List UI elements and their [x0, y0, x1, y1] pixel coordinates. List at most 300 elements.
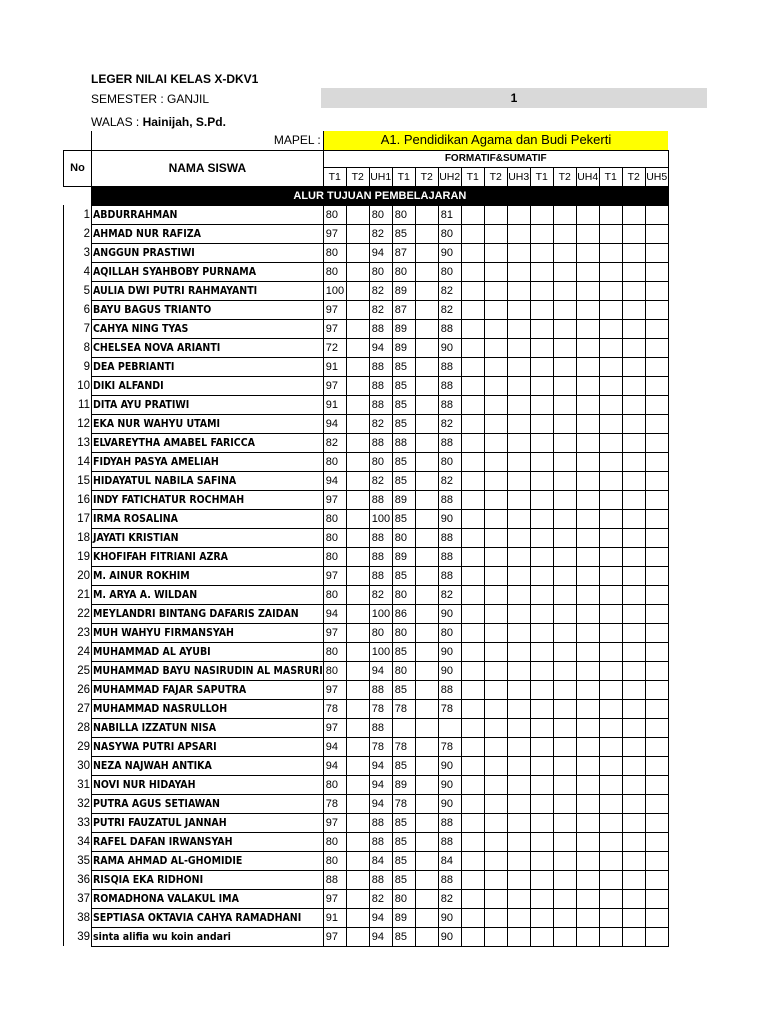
- student-name[interactable]: IRMA ROSALINA: [92, 509, 324, 528]
- score-cell[interactable]: 94: [369, 756, 392, 775]
- score-cell[interactable]: [346, 585, 369, 604]
- score-cell[interactable]: [484, 889, 507, 908]
- score-cell[interactable]: [346, 547, 369, 566]
- score-cell[interactable]: [415, 205, 438, 224]
- score-cell[interactable]: 97: [323, 490, 346, 509]
- score-cell[interactable]: [622, 927, 645, 946]
- score-cell[interactable]: 88: [369, 490, 392, 509]
- score-cell[interactable]: [622, 509, 645, 528]
- score-cell[interactable]: 80: [369, 623, 392, 642]
- score-cell[interactable]: [553, 604, 576, 623]
- score-cell[interactable]: [576, 851, 599, 870]
- score-cell[interactable]: 78: [438, 699, 461, 718]
- score-cell[interactable]: [530, 756, 553, 775]
- score-cell[interactable]: [507, 224, 530, 243]
- score-cell[interactable]: [553, 490, 576, 509]
- student-name[interactable]: ELVAREYTHA AMABEL FARICCA: [92, 433, 324, 452]
- score-cell[interactable]: [645, 851, 668, 870]
- score-cell[interactable]: [461, 509, 484, 528]
- score-cell[interactable]: 97: [323, 300, 346, 319]
- score-cell[interactable]: [415, 528, 438, 547]
- score-cell[interactable]: [530, 927, 553, 946]
- score-cell[interactable]: 89: [392, 490, 415, 509]
- score-cell[interactable]: 82: [438, 889, 461, 908]
- score-cell[interactable]: 97: [323, 623, 346, 642]
- score-cell[interactable]: [415, 813, 438, 832]
- score-cell[interactable]: [622, 528, 645, 547]
- score-cell[interactable]: 97: [323, 224, 346, 243]
- score-cell[interactable]: [461, 281, 484, 300]
- score-cell[interactable]: [415, 414, 438, 433]
- score-cell[interactable]: 89: [392, 338, 415, 357]
- score-cell[interactable]: [507, 205, 530, 224]
- score-cell[interactable]: [461, 433, 484, 452]
- score-cell[interactable]: 78: [369, 699, 392, 718]
- score-cell[interactable]: [576, 775, 599, 794]
- score-cell[interactable]: [415, 224, 438, 243]
- score-cell[interactable]: [507, 680, 530, 699]
- score-cell[interactable]: [461, 889, 484, 908]
- score-cell[interactable]: [484, 680, 507, 699]
- score-cell[interactable]: [599, 357, 622, 376]
- score-cell[interactable]: [507, 889, 530, 908]
- score-cell[interactable]: [599, 452, 622, 471]
- score-cell[interactable]: 88: [438, 433, 461, 452]
- score-cell[interactable]: 88: [438, 566, 461, 585]
- student-name[interactable]: AULIA DWI PUTRI RAHMAYANTI: [92, 281, 324, 300]
- score-cell[interactable]: [553, 680, 576, 699]
- score-cell[interactable]: [622, 642, 645, 661]
- score-cell[interactable]: [576, 395, 599, 414]
- score-cell[interactable]: [415, 395, 438, 414]
- score-cell[interactable]: [484, 623, 507, 642]
- score-cell[interactable]: [507, 623, 530, 642]
- score-cell[interactable]: [622, 433, 645, 452]
- score-cell[interactable]: 90: [438, 908, 461, 927]
- score-cell[interactable]: [415, 357, 438, 376]
- score-cell[interactable]: [484, 471, 507, 490]
- score-cell[interactable]: [346, 794, 369, 813]
- score-cell[interactable]: [484, 585, 507, 604]
- score-cell[interactable]: [415, 737, 438, 756]
- score-cell[interactable]: [645, 756, 668, 775]
- score-cell[interactable]: [645, 490, 668, 509]
- score-cell[interactable]: [645, 357, 668, 376]
- score-cell[interactable]: [599, 699, 622, 718]
- score-cell[interactable]: [622, 870, 645, 889]
- score-cell[interactable]: 88: [438, 490, 461, 509]
- score-cell[interactable]: [530, 509, 553, 528]
- score-cell[interactable]: [507, 319, 530, 338]
- score-cell[interactable]: [576, 661, 599, 680]
- score-cell[interactable]: 91: [323, 908, 346, 927]
- score-cell[interactable]: [484, 794, 507, 813]
- student-name[interactable]: AHMAD NUR RAFIZA: [92, 224, 324, 243]
- score-cell[interactable]: [346, 908, 369, 927]
- score-cell[interactable]: [599, 832, 622, 851]
- score-cell[interactable]: [507, 794, 530, 813]
- score-cell[interactable]: [645, 395, 668, 414]
- score-cell[interactable]: [346, 338, 369, 357]
- score-cell[interactable]: 80: [438, 262, 461, 281]
- score-cell[interactable]: [415, 262, 438, 281]
- score-cell[interactable]: [622, 338, 645, 357]
- score-cell[interactable]: [484, 433, 507, 452]
- score-cell[interactable]: 80: [323, 243, 346, 262]
- score-cell[interactable]: [530, 414, 553, 433]
- score-cell[interactable]: [576, 547, 599, 566]
- score-cell[interactable]: 80: [323, 775, 346, 794]
- score-cell[interactable]: 80: [323, 528, 346, 547]
- score-cell[interactable]: [507, 262, 530, 281]
- score-cell[interactable]: [530, 718, 553, 737]
- score-cell[interactable]: [484, 699, 507, 718]
- score-cell[interactable]: [530, 889, 553, 908]
- score-cell[interactable]: 88: [438, 680, 461, 699]
- score-cell[interactable]: [622, 566, 645, 585]
- score-cell[interactable]: [530, 908, 553, 927]
- score-cell[interactable]: [507, 433, 530, 452]
- score-cell[interactable]: 90: [438, 794, 461, 813]
- score-cell[interactable]: [599, 490, 622, 509]
- score-cell[interactable]: [576, 490, 599, 509]
- score-cell[interactable]: [346, 870, 369, 889]
- score-cell[interactable]: [415, 718, 438, 737]
- score-cell[interactable]: [645, 338, 668, 357]
- score-cell[interactable]: 94: [323, 737, 346, 756]
- score-cell[interactable]: [346, 813, 369, 832]
- score-cell[interactable]: [415, 832, 438, 851]
- score-cell[interactable]: 82: [369, 414, 392, 433]
- score-cell[interactable]: [346, 490, 369, 509]
- score-cell[interactable]: [507, 338, 530, 357]
- score-cell[interactable]: [553, 794, 576, 813]
- score-cell[interactable]: 80: [323, 585, 346, 604]
- score-cell[interactable]: [622, 661, 645, 680]
- score-cell[interactable]: [622, 832, 645, 851]
- score-cell[interactable]: [622, 889, 645, 908]
- score-cell[interactable]: 86: [392, 604, 415, 623]
- score-cell[interactable]: 88: [392, 433, 415, 452]
- score-cell[interactable]: [530, 357, 553, 376]
- score-cell[interactable]: 82: [438, 300, 461, 319]
- score-cell[interactable]: [576, 813, 599, 832]
- score-cell[interactable]: 94: [369, 243, 392, 262]
- score-cell[interactable]: 78: [323, 699, 346, 718]
- score-cell[interactable]: [530, 604, 553, 623]
- score-cell[interactable]: [346, 414, 369, 433]
- score-cell[interactable]: [415, 243, 438, 262]
- score-cell[interactable]: [553, 395, 576, 414]
- score-cell[interactable]: 90: [438, 509, 461, 528]
- score-cell[interactable]: 85: [392, 471, 415, 490]
- score-cell[interactable]: [346, 509, 369, 528]
- score-cell[interactable]: [530, 205, 553, 224]
- score-cell[interactable]: 85: [392, 224, 415, 243]
- score-cell[interactable]: [553, 243, 576, 262]
- score-cell[interactable]: 82: [369, 300, 392, 319]
- score-cell[interactable]: [599, 243, 622, 262]
- score-cell[interactable]: [415, 471, 438, 490]
- score-cell[interactable]: 85: [392, 756, 415, 775]
- score-cell[interactable]: [622, 680, 645, 699]
- score-cell[interactable]: 80: [438, 623, 461, 642]
- score-cell[interactable]: [530, 699, 553, 718]
- student-name[interactable]: RISQIA EKA RIDHONI: [92, 870, 324, 889]
- score-cell[interactable]: [507, 870, 530, 889]
- score-cell[interactable]: [507, 832, 530, 851]
- score-cell[interactable]: [507, 851, 530, 870]
- score-cell[interactable]: [484, 319, 507, 338]
- score-cell[interactable]: [461, 547, 484, 566]
- score-cell[interactable]: 80: [323, 452, 346, 471]
- score-cell[interactable]: [415, 756, 438, 775]
- score-cell[interactable]: [530, 832, 553, 851]
- score-cell[interactable]: 80: [323, 832, 346, 851]
- score-cell[interactable]: 89: [392, 908, 415, 927]
- score-cell[interactable]: [622, 357, 645, 376]
- score-cell[interactable]: [461, 243, 484, 262]
- score-cell[interactable]: [346, 661, 369, 680]
- score-cell[interactable]: [553, 851, 576, 870]
- student-name[interactable]: CHELSEA NOVA ARIANTI: [92, 338, 324, 357]
- score-cell[interactable]: [645, 452, 668, 471]
- student-name[interactable]: MUHAMMAD AL AYUBI: [92, 642, 324, 661]
- score-cell[interactable]: [507, 642, 530, 661]
- score-cell[interactable]: [599, 395, 622, 414]
- score-cell[interactable]: [415, 547, 438, 566]
- score-cell[interactable]: 85: [392, 813, 415, 832]
- score-cell[interactable]: [346, 452, 369, 471]
- student-name[interactable]: MUH WAHYU FIRMANSYAH: [92, 623, 324, 642]
- score-cell[interactable]: [553, 908, 576, 927]
- score-cell[interactable]: [438, 718, 461, 737]
- score-cell[interactable]: [461, 775, 484, 794]
- score-cell[interactable]: 88: [369, 870, 392, 889]
- score-cell[interactable]: [576, 205, 599, 224]
- score-cell[interactable]: [622, 547, 645, 566]
- score-cell[interactable]: 88: [438, 319, 461, 338]
- score-cell[interactable]: [645, 889, 668, 908]
- score-cell[interactable]: [576, 319, 599, 338]
- score-cell[interactable]: 97: [323, 680, 346, 699]
- score-cell[interactable]: [622, 604, 645, 623]
- score-cell[interactable]: [530, 775, 553, 794]
- score-cell[interactable]: 87: [392, 300, 415, 319]
- score-cell[interactable]: [530, 319, 553, 338]
- score-cell[interactable]: [484, 224, 507, 243]
- score-cell[interactable]: [346, 604, 369, 623]
- student-name[interactable]: SEPTIASA OKTAVIA CAHYA RAMADHANI: [92, 908, 324, 927]
- score-cell[interactable]: [645, 908, 668, 927]
- score-cell[interactable]: [346, 889, 369, 908]
- score-cell[interactable]: 94: [323, 471, 346, 490]
- student-name[interactable]: NABILLA IZZATUN NISA: [92, 718, 324, 737]
- score-cell[interactable]: [530, 851, 553, 870]
- score-cell[interactable]: [346, 376, 369, 395]
- score-cell[interactable]: [415, 376, 438, 395]
- score-cell[interactable]: [645, 927, 668, 946]
- student-name[interactable]: EKA NUR WAHYU UTAMI: [92, 414, 324, 433]
- student-name[interactable]: PUTRA AGUS SETIAWAN: [92, 794, 324, 813]
- student-name[interactable]: MUHAMMAD BAYU NASIRUDIN AL MASRURI: [92, 661, 324, 680]
- score-cell[interactable]: 80: [323, 509, 346, 528]
- score-cell[interactable]: [576, 718, 599, 737]
- score-cell[interactable]: 91: [323, 395, 346, 414]
- score-cell[interactable]: [507, 300, 530, 319]
- score-cell[interactable]: [484, 414, 507, 433]
- score-cell[interactable]: [553, 528, 576, 547]
- score-cell[interactable]: [507, 490, 530, 509]
- score-cell[interactable]: 97: [323, 566, 346, 585]
- score-cell[interactable]: 80: [392, 889, 415, 908]
- score-cell[interactable]: [461, 813, 484, 832]
- score-cell[interactable]: [415, 585, 438, 604]
- score-cell[interactable]: 97: [323, 718, 346, 737]
- student-name[interactable]: AQILLAH SYAHBOBY PURNAMA: [92, 262, 324, 281]
- score-cell[interactable]: [645, 870, 668, 889]
- score-cell[interactable]: [346, 319, 369, 338]
- score-cell[interactable]: 97: [323, 813, 346, 832]
- score-cell[interactable]: 78: [392, 794, 415, 813]
- score-cell[interactable]: [622, 281, 645, 300]
- student-name[interactable]: MUHAMMAD NASRULLOH: [92, 699, 324, 718]
- score-cell[interactable]: [622, 300, 645, 319]
- score-cell[interactable]: 85: [392, 927, 415, 946]
- score-cell[interactable]: [576, 471, 599, 490]
- score-cell[interactable]: [507, 604, 530, 623]
- score-cell[interactable]: [622, 243, 645, 262]
- score-cell[interactable]: 90: [438, 661, 461, 680]
- score-cell[interactable]: [484, 205, 507, 224]
- student-name[interactable]: RAMA AHMAD AL-GHOMIDIE: [92, 851, 324, 870]
- score-cell[interactable]: [576, 338, 599, 357]
- score-cell[interactable]: [622, 376, 645, 395]
- score-cell[interactable]: 82: [438, 585, 461, 604]
- score-cell[interactable]: 80: [392, 262, 415, 281]
- score-cell[interactable]: 90: [438, 243, 461, 262]
- score-cell[interactable]: [553, 718, 576, 737]
- student-name[interactable]: DITA AYU PRATIWI: [92, 395, 324, 414]
- score-cell[interactable]: [645, 737, 668, 756]
- score-cell[interactable]: 80: [323, 547, 346, 566]
- score-cell[interactable]: 88: [369, 433, 392, 452]
- score-cell[interactable]: [461, 927, 484, 946]
- score-cell[interactable]: [507, 395, 530, 414]
- score-cell[interactable]: [461, 566, 484, 585]
- score-cell[interactable]: [530, 794, 553, 813]
- score-cell[interactable]: [507, 585, 530, 604]
- score-cell[interactable]: [576, 604, 599, 623]
- score-cell[interactable]: [461, 699, 484, 718]
- score-cell[interactable]: 90: [438, 642, 461, 661]
- score-cell[interactable]: [576, 585, 599, 604]
- score-cell[interactable]: [599, 870, 622, 889]
- score-cell[interactable]: [622, 794, 645, 813]
- score-cell[interactable]: [645, 642, 668, 661]
- score-cell[interactable]: [415, 490, 438, 509]
- score-cell[interactable]: [346, 566, 369, 585]
- score-cell[interactable]: [484, 832, 507, 851]
- score-cell[interactable]: [346, 357, 369, 376]
- student-name[interactable]: M. ARYA A. WILDAN: [92, 585, 324, 604]
- score-cell[interactable]: [530, 224, 553, 243]
- score-cell[interactable]: [415, 851, 438, 870]
- score-cell[interactable]: [599, 889, 622, 908]
- score-cell[interactable]: 82: [438, 414, 461, 433]
- score-cell[interactable]: [576, 889, 599, 908]
- score-cell[interactable]: [622, 452, 645, 471]
- score-cell[interactable]: [461, 205, 484, 224]
- score-cell[interactable]: [553, 566, 576, 585]
- score-cell[interactable]: 82: [369, 585, 392, 604]
- score-cell[interactable]: [645, 414, 668, 433]
- score-cell[interactable]: 78: [438, 737, 461, 756]
- score-cell[interactable]: [599, 661, 622, 680]
- score-cell[interactable]: [346, 680, 369, 699]
- score-cell[interactable]: 88: [438, 832, 461, 851]
- score-cell[interactable]: [346, 395, 369, 414]
- score-cell[interactable]: 89: [392, 547, 415, 566]
- score-cell[interactable]: [553, 509, 576, 528]
- score-cell[interactable]: [576, 832, 599, 851]
- score-cell[interactable]: 97: [323, 319, 346, 338]
- score-cell[interactable]: [415, 281, 438, 300]
- score-cell[interactable]: [484, 908, 507, 927]
- score-cell[interactable]: [645, 376, 668, 395]
- score-cell[interactable]: 89: [392, 775, 415, 794]
- student-name[interactable]: NASYWA PUTRI APSARI: [92, 737, 324, 756]
- score-cell[interactable]: 85: [392, 851, 415, 870]
- score-cell[interactable]: [392, 718, 415, 737]
- score-cell[interactable]: [530, 490, 553, 509]
- score-cell[interactable]: [461, 376, 484, 395]
- score-cell[interactable]: 80: [369, 205, 392, 224]
- score-cell[interactable]: [461, 908, 484, 927]
- score-cell[interactable]: [645, 832, 668, 851]
- score-cell[interactable]: [530, 585, 553, 604]
- score-cell[interactable]: 82: [438, 471, 461, 490]
- score-cell[interactable]: [645, 661, 668, 680]
- score-cell[interactable]: [599, 585, 622, 604]
- score-cell[interactable]: [553, 737, 576, 756]
- score-cell[interactable]: [484, 547, 507, 566]
- score-cell[interactable]: [553, 281, 576, 300]
- score-cell[interactable]: [346, 243, 369, 262]
- score-cell[interactable]: [530, 870, 553, 889]
- score-cell[interactable]: [484, 528, 507, 547]
- score-cell[interactable]: [553, 300, 576, 319]
- score-cell[interactable]: [507, 509, 530, 528]
- score-cell[interactable]: [415, 794, 438, 813]
- score-cell[interactable]: [599, 566, 622, 585]
- score-cell[interactable]: [415, 870, 438, 889]
- score-cell[interactable]: [553, 452, 576, 471]
- score-cell[interactable]: 85: [392, 357, 415, 376]
- score-cell[interactable]: [461, 737, 484, 756]
- score-cell[interactable]: [622, 585, 645, 604]
- score-cell[interactable]: [507, 281, 530, 300]
- score-cell[interactable]: [461, 718, 484, 737]
- score-cell[interactable]: [553, 756, 576, 775]
- score-cell[interactable]: [507, 376, 530, 395]
- student-name[interactable]: NEZA NAJWAH ANTIKA: [92, 756, 324, 775]
- score-cell[interactable]: [530, 528, 553, 547]
- score-cell[interactable]: [346, 262, 369, 281]
- score-cell[interactable]: 90: [438, 775, 461, 794]
- score-cell[interactable]: [346, 851, 369, 870]
- score-cell[interactable]: [461, 357, 484, 376]
